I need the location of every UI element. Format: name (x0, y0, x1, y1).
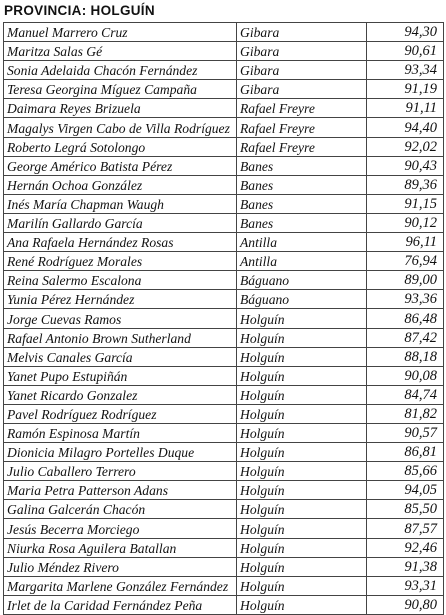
score-cell: 93,34 (367, 61, 444, 80)
table-row (4, 80, 444, 99)
municipality-cell: Holguín (237, 366, 367, 385)
score-cell: 89,36 (367, 175, 444, 194)
name-cell: Teresa Georgina Míguez Campaña (4, 80, 237, 99)
municipality-cell: Holguín (237, 443, 367, 462)
score-cell: 91,38 (367, 557, 444, 576)
score-cell: 91,15 (367, 194, 444, 213)
municipality-cell: Holguín (237, 328, 367, 347)
table-row (4, 347, 444, 366)
municipality-cell: Gibara (237, 23, 367, 42)
municipality-cell: Gibara (237, 80, 367, 99)
municipality-cell: Holguín (237, 385, 367, 404)
name-cell: George Américo Batista Pérez (4, 156, 237, 175)
table-row (4, 194, 444, 213)
table-row (4, 42, 444, 61)
municipality-cell: Banes (237, 156, 367, 175)
municipality-cell: Báguano (237, 271, 367, 290)
score-cell: 76,94 (367, 252, 444, 271)
municipality-cell: Holguín (237, 519, 367, 538)
table-row (4, 595, 444, 614)
score-cell: 87,57 (367, 519, 444, 538)
municipality-cell: Rafael Freyre (237, 118, 367, 137)
table-row (4, 404, 444, 423)
table-row (4, 366, 444, 385)
municipality-cell: Gibara (237, 42, 367, 61)
table-row (4, 462, 444, 481)
municipality-cell: Banes (237, 213, 367, 232)
score-cell: 96,11 (367, 233, 444, 252)
table-row (4, 443, 444, 462)
name-cell: Rafael Antonio Brown Sutherland (4, 328, 237, 347)
table-row (4, 385, 444, 404)
name-cell: Roberto Legrá Sotolongo (4, 137, 237, 156)
municipality-cell: Banes (237, 194, 367, 213)
score-cell: 81,82 (367, 404, 444, 423)
results-table (3, 22, 444, 615)
score-cell: 86,81 (367, 443, 444, 462)
name-cell: Irlet de la Caridad Fernández Peña (4, 595, 237, 614)
table-row (4, 500, 444, 519)
municipality-cell: Holguín (237, 423, 367, 442)
table-row (4, 156, 444, 175)
name-cell: Maritza Salas Gé (4, 42, 237, 61)
score-cell: 90,08 (367, 366, 444, 385)
score-cell: 90,12 (367, 213, 444, 232)
score-cell: 87,42 (367, 328, 444, 347)
name-cell: Julio Méndez Rivero (4, 557, 237, 576)
municipality-cell: Antilla (237, 252, 367, 271)
score-cell: 88,18 (367, 347, 444, 366)
municipality-cell: Holguín (237, 404, 367, 423)
score-cell: 90,80 (367, 595, 444, 614)
municipality-cell: Holguín (237, 481, 367, 500)
table-row (4, 175, 444, 194)
table-row (4, 233, 444, 252)
name-cell: Ramón Espinosa Martín (4, 423, 237, 442)
table-row (4, 99, 444, 118)
score-cell: 86,48 (367, 309, 444, 328)
score-cell: 94,40 (367, 118, 444, 137)
name-cell: Sonia Adelaida Chacón Fernández (4, 61, 237, 80)
name-cell: Maria Petra Patterson Adans (4, 481, 237, 500)
score-cell: 84,74 (367, 385, 444, 404)
table-row (4, 252, 444, 271)
name-cell: Inés María Chapman Waugh (4, 194, 237, 213)
name-cell: René Rodríguez Morales (4, 252, 237, 271)
name-cell: Julio Caballero Terrero (4, 462, 237, 481)
municipality-cell: Holguín (237, 576, 367, 595)
name-cell: Galina Galcerán Chacón (4, 500, 237, 519)
municipality-cell: Báguano (237, 290, 367, 309)
table-row (4, 481, 444, 500)
name-cell: Ana Rafaela Hernández Rosas (4, 233, 237, 252)
score-cell: 90,43 (367, 156, 444, 175)
table-row (4, 23, 444, 42)
province-heading: PROVINCIA: HOLGUÍN (4, 3, 155, 18)
table-row (4, 423, 444, 442)
municipality-cell: Gibara (237, 61, 367, 80)
municipality-cell: Holguín (237, 557, 367, 576)
table-row (4, 61, 444, 80)
name-cell: Manuel Marrero Cruz (4, 23, 237, 42)
score-cell: 91,19 (367, 80, 444, 99)
name-cell: Daimara Reyes Brizuela (4, 99, 237, 118)
table-row (4, 538, 444, 557)
name-cell: Margarita Marlene González Fernández (4, 576, 237, 595)
municipality-cell: Banes (237, 175, 367, 194)
score-cell: 92,46 (367, 538, 444, 557)
name-cell: Melvis Canales García (4, 347, 237, 366)
score-cell: 89,00 (367, 271, 444, 290)
table-row (4, 290, 444, 309)
score-cell: 90,57 (367, 423, 444, 442)
score-cell: 93,31 (367, 576, 444, 595)
municipality-cell: Holguín (237, 595, 367, 614)
name-cell: Yunia Pérez Hernández (4, 290, 237, 309)
name-cell: Magalys Virgen Cabo de Villa Rodríguez (4, 118, 237, 137)
name-cell: Reina Salermo Escalona (4, 271, 237, 290)
name-cell: Yanet Pupo Estupiñán (4, 366, 237, 385)
table-row (4, 519, 444, 538)
table-row (4, 328, 444, 347)
table-row (4, 576, 444, 595)
municipality-cell: Rafael Freyre (237, 137, 367, 156)
name-cell: Niurka Rosa Aguilera Batallan (4, 538, 237, 557)
municipality-cell: Rafael Freyre (237, 99, 367, 118)
name-cell: Marilín Gallardo García (4, 213, 237, 232)
score-cell: 85,50 (367, 500, 444, 519)
name-cell: Yanet Ricardo Gonzalez (4, 385, 237, 404)
results-table-body (4, 23, 444, 615)
municipality-cell: Holguín (237, 500, 367, 519)
name-cell: Hernán Ochoa González (4, 175, 237, 194)
table-row (4, 271, 444, 290)
score-cell: 92,02 (367, 137, 444, 156)
name-cell: Dionicia Milagro Portelles Duque (4, 443, 237, 462)
table-row (4, 118, 444, 137)
score-cell: 94,30 (367, 23, 444, 42)
name-cell: Jorge Cuevas Ramos (4, 309, 237, 328)
municipality-cell: Holguín (237, 347, 367, 366)
name-cell: Pavel Rodríguez Rodríguez (4, 404, 237, 423)
municipality-cell: Holguín (237, 462, 367, 481)
municipality-cell: Holguín (237, 309, 367, 328)
score-cell: 91,11 (367, 99, 444, 118)
table-row (4, 213, 444, 232)
name-cell: Jesús Becerra Morciego (4, 519, 237, 538)
table-row (4, 309, 444, 328)
table-row (4, 557, 444, 576)
table-row (4, 137, 444, 156)
score-cell: 94,05 (367, 481, 444, 500)
score-cell: 85,66 (367, 462, 444, 481)
score-cell: 90,61 (367, 42, 444, 61)
municipality-cell: Antilla (237, 233, 367, 252)
score-cell: 93,36 (367, 290, 444, 309)
municipality-cell: Holguín (237, 538, 367, 557)
